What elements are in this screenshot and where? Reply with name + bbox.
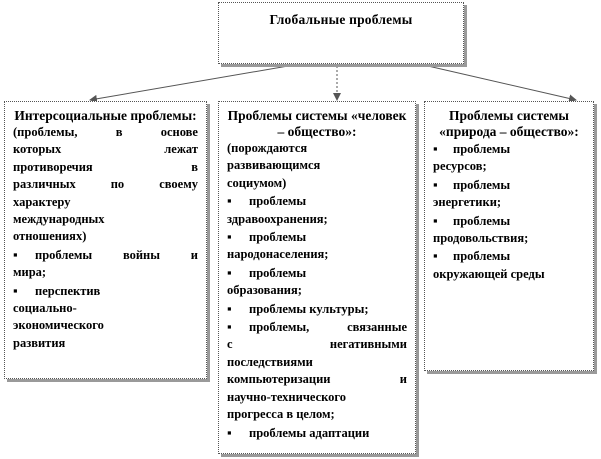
text-line: международных (13, 212, 105, 227)
box-body (227, 140, 407, 442)
root-title: Глобальные проблемы (269, 12, 413, 27)
nature-society-problems-box (424, 101, 594, 371)
bullet-item: ▪ проблемы (433, 247, 585, 265)
bullet-item: ▪ проблемы адаптации (227, 424, 407, 442)
bullet-item: ▪ проблемы (433, 176, 585, 194)
text-line: противоречия в (13, 159, 198, 174)
text-line: социумом) (227, 175, 287, 190)
bullet-item: ▪ проблемы (227, 192, 407, 210)
bullet-continuation: компьютеризации и (227, 372, 407, 387)
text-line: отношениях) (13, 229, 87, 244)
text-line: развивающимся (227, 158, 321, 173)
text-line: (проблемы, в основе (13, 125, 198, 139)
bullet-continuation: ресурсов; (433, 159, 487, 174)
bullet-continuation: здравоохранения; (227, 211, 328, 226)
interstate-problems-box (4, 101, 207, 379)
bullet-continuation: последствиями (227, 354, 313, 369)
bullet-item: ▪ проблемы, связанные (227, 318, 407, 336)
bullet-item: ▪ проблемы (227, 264, 407, 282)
box-heading: Проблемы системы «природа – общество»: (439, 108, 579, 139)
bullet-continuation: окружающей среды (433, 266, 545, 281)
box-body (433, 140, 585, 283)
bullet-item: ▪ перспектив (13, 282, 198, 300)
bullet-continuation: народонаселения; (227, 247, 329, 262)
root-box (218, 2, 464, 64)
bullet-item: ▪ проблемы (227, 228, 407, 246)
arrow-to-right (428, 66, 576, 100)
bullet-continuation: прогресса в целом; (227, 407, 335, 422)
bullet-continuation: продовольствия; (433, 231, 529, 246)
text-line: которых лежат (13, 142, 198, 157)
bullet-continuation: энергетики; (433, 195, 502, 210)
bullet-continuation: научно-технического (227, 389, 347, 404)
bullet-continuation: мира; (13, 265, 47, 280)
bullet-continuation: экономического (13, 318, 104, 333)
bullet-continuation: с негативными (227, 337, 407, 352)
box-heading: Интерсоциальные проблемы: (14, 108, 197, 123)
text-line: различных по своему (13, 177, 198, 192)
bullet-item: ▪ проблемы культуры; (227, 300, 407, 318)
bullet-item: ▪ проблемы войны и (13, 246, 198, 264)
bullet-continuation: социально- (13, 301, 77, 316)
human-society-problems-box (218, 101, 416, 454)
bullet-continuation: развития (13, 335, 66, 350)
bullet-continuation: образования; (227, 283, 302, 298)
bullet-item: ▪ проблемы (433, 140, 585, 158)
box-body (13, 124, 198, 352)
bullet-item: ▪ проблемы (433, 212, 585, 230)
text-line: характеру (13, 194, 71, 209)
text-line: (порождаются (227, 141, 308, 155)
box-heading: Проблемы системы «человек – общество»: (227, 108, 407, 139)
arrow-to-left (90, 66, 288, 100)
